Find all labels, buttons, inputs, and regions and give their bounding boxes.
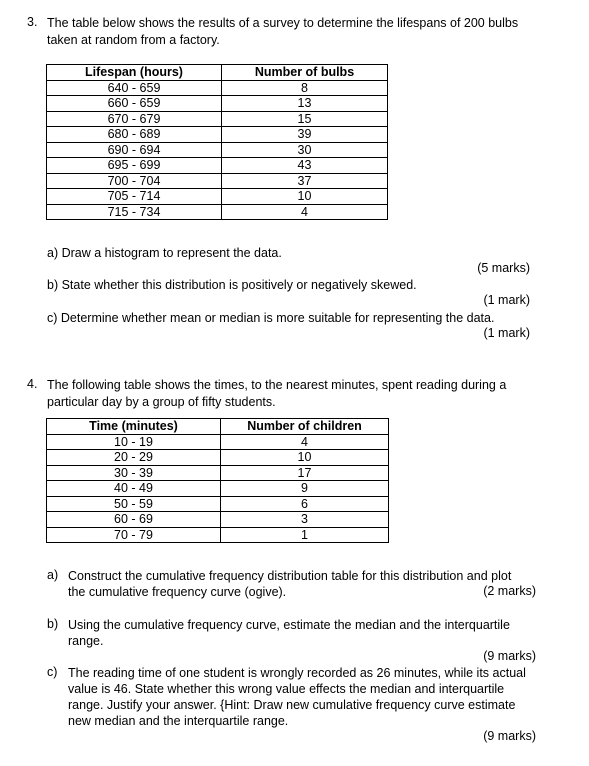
table-cell: 4 [222,204,388,220]
table-header-row [47,65,388,81]
table-cell: 39 [222,127,388,143]
question-4a-line2: the cumulative frequency curve (ogive). [68,585,287,599]
table-cell: 660 - 659 [47,96,222,112]
table-cell: 10 [222,189,388,205]
table-cell: 30 [222,142,388,158]
table-cell: 690 - 694 [47,142,222,158]
table-row [47,496,389,512]
question-3a-marks: (5 marks) [477,261,530,275]
table-cell: 680 - 689 [47,127,222,143]
table-cell: 17 [221,465,389,481]
table-cell: 705 - 714 [47,189,222,205]
question-4b-line2: range. [68,634,104,648]
table-row [47,189,388,205]
question-3b-marks: (1 mark) [483,293,530,307]
table-cell: 8 [222,80,388,96]
table-cell: 30 - 39 [47,465,221,481]
table-header-number-of-children: Number of children [221,419,389,435]
table-cell: 37 [222,173,388,189]
question-4-number: 4. [27,377,38,391]
table-header-time: Time (minutes) [47,419,221,435]
question-4a-line1: Construct the cumulative frequency distribution table for this distribution and plot [68,569,512,583]
table-row [47,450,389,466]
table-cell: 3 [221,512,389,528]
question-3-number: 3. [27,15,38,29]
table-cell: 10 [221,450,389,466]
question-4c-line1: The reading time of one student is wrongly recorded as 26 minutes, while its actual [68,666,526,680]
question-3c-marks: (1 mark) [483,326,530,340]
table-cell: 695 - 699 [47,158,222,174]
table-row [47,173,388,189]
table-cell: 670 - 679 [47,111,222,127]
table-cell: 1 [221,527,389,543]
table-cell: 50 - 59 [47,496,221,512]
table-row [47,142,388,158]
table-header-row [47,419,389,435]
question-4c-line3: range. Justify your answer. {Hint: Draw new cumulative frequency curve estimate [68,698,516,712]
question-4b-marks: (9 marks) [483,649,536,663]
table-header-lifespan: Lifespan (hours) [47,65,222,81]
question-4c-line4: new median and the interquartile range. [68,714,289,728]
table-row [47,127,388,143]
table-header-number-of-bulbs: Number of bulbs [222,65,388,81]
table-row [47,96,388,112]
table-row [47,111,388,127]
table-row [47,512,389,528]
reading-time-table [46,418,389,543]
table-row [47,158,388,174]
question-4b-label: b) [47,617,59,631]
question-4b-line1: Using the cumulative frequency curve, estimate the median and the interquartile [68,618,510,632]
question-4a-marks: (2 marks) [483,584,536,598]
table-cell: 10 - 19 [47,434,221,450]
table-cell: 640 - 659 [47,80,222,96]
question-3a-text: a) Draw a histogram to represent the data. [47,246,282,260]
table-cell: 20 - 29 [47,450,221,466]
question-4-intro-line1: The following table shows the times, to the nearest minutes, spent reading during a [47,378,507,392]
table-row [47,527,389,543]
table-row [47,481,389,497]
question-4-intro-line2: particular day by a group of fifty students. [47,395,276,409]
question-4c-marks: (9 marks) [483,729,536,743]
question-4c-line2: value is 46. State whether this wrong value effects the median and interquartile [68,682,505,696]
table-cell: 6 [221,496,389,512]
table-cell: 60 - 69 [47,512,221,528]
question-4c-label: c) [47,665,58,679]
table-row [47,434,389,450]
table-cell: 70 - 79 [47,527,221,543]
table-row [47,80,388,96]
question-3c-text: c) Determine whether mean or median is more suitable for representing the data. [47,311,495,325]
question-3-intro-line1: The table below shows the results of a survey to determine the lifespans of 200 bulbs [47,16,519,30]
question-3b-text: b) State whether this distribution is positively or negatively skewed. [47,278,417,292]
table-cell: 715 - 734 [47,204,222,220]
table-row [47,204,388,220]
table-cell: 15 [222,111,388,127]
table-cell: 43 [222,158,388,174]
table-cell: 4 [221,434,389,450]
table-row [47,465,389,481]
question-4a-label: a) [47,568,59,582]
table-cell: 13 [222,96,388,112]
question-3-intro-line2: taken at random from a factory. [47,33,220,47]
bulb-lifespan-table [46,64,388,220]
table-cell: 40 - 49 [47,481,221,497]
table-cell: 9 [221,481,389,497]
table-cell: 700 - 704 [47,173,222,189]
